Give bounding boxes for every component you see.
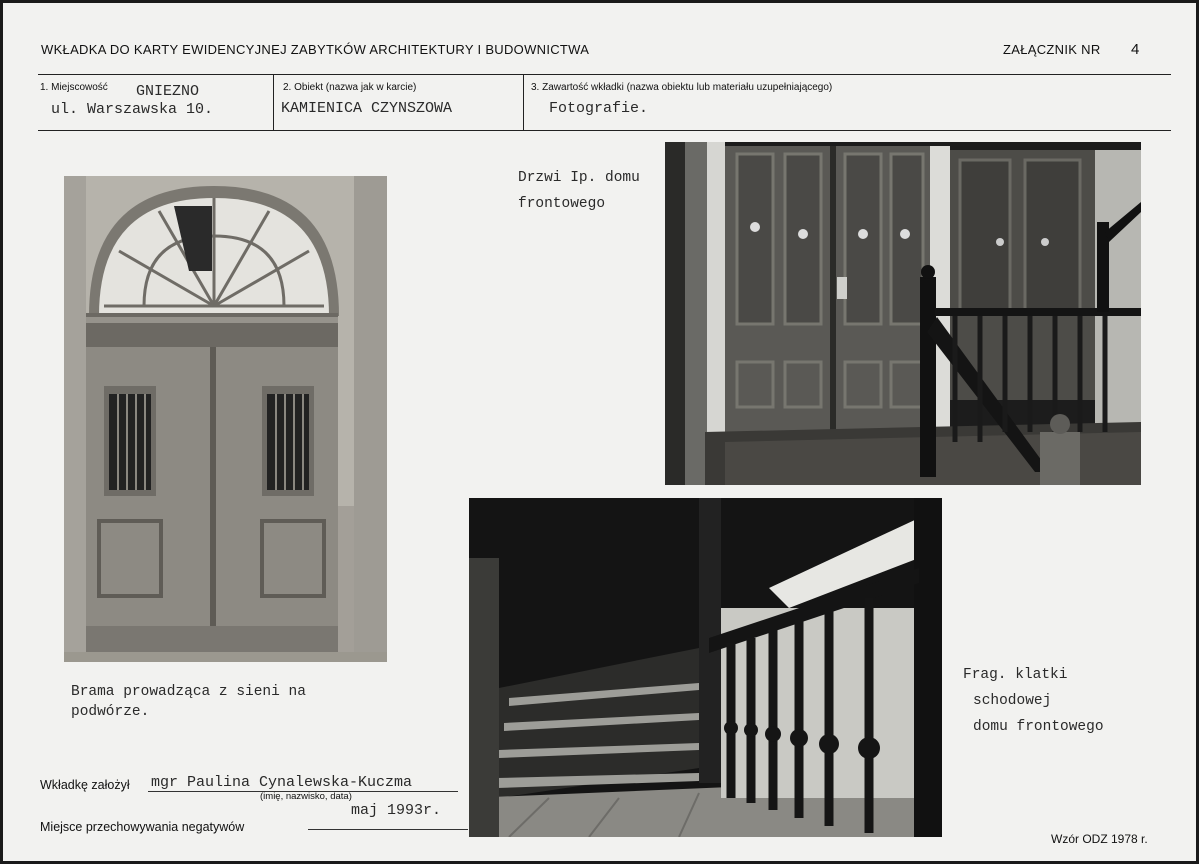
doors-caption-line2: frontowego: [518, 196, 606, 212]
card-title: WKŁADKA DO KARTY EWIDENCYJNEJ ZABYTKÓW ARCHITEKTURY I BUDOWNICTWA: [41, 42, 590, 57]
header-rule-bottom: [38, 130, 1171, 131]
prepared-date: maj 1993r.: [351, 802, 442, 819]
field-divider-1: [273, 74, 274, 131]
doors-photo: [665, 142, 1141, 485]
attachment-number: 4: [1131, 41, 1140, 58]
locality-label: 1. Miejscowość: [40, 82, 108, 93]
object-value: KAMIENICA CZYNSZOWA: [281, 100, 453, 117]
form-mark: Wzór ODZ 1978 r.: [1051, 832, 1148, 846]
gate-caption-line2: podwórze.: [71, 704, 150, 720]
attachment-label: ZAŁĄCZNIK NR: [1003, 42, 1101, 57]
stairs-caption-line2: schodowej: [973, 693, 1052, 709]
address-value: ul. Warszawska 10.: [51, 101, 214, 118]
doors-caption-line1: Drzwi Ip. domu: [518, 170, 640, 186]
stairs-caption-line1: Frag. klatki: [963, 667, 1068, 683]
inventory-card: [3, 3, 1196, 861]
prepared-by-value: mgr Paulina Cynalewska-Kuczma: [151, 774, 413, 791]
field-divider-2: [523, 74, 524, 131]
prepared-by-label: Wkładkę założył: [40, 778, 130, 792]
gate-photo: [64, 176, 387, 662]
prepared-by-hint: (imię, nazwisko, data): [260, 791, 352, 802]
header-rule-top: [38, 74, 1171, 75]
contents-value: Fotografie.: [549, 100, 649, 117]
negatives-storage-rule: [308, 829, 468, 830]
locality-value: GNIEZNO: [136, 83, 200, 100]
contents-label: 3. Zawartość wkładki (nazwa obiektu lub materiału uzupełniającego): [531, 82, 833, 93]
stairs-caption-line3: domu frontowego: [973, 719, 1104, 735]
object-label: 2. Obiekt (nazwa jak w karcie): [283, 82, 417, 93]
stairs-photo: [469, 498, 942, 837]
gate-caption-line1: Brama prowadząca z sieni na: [71, 684, 306, 700]
negatives-storage-label: Miejsce przechowywania negatywów: [40, 820, 245, 834]
